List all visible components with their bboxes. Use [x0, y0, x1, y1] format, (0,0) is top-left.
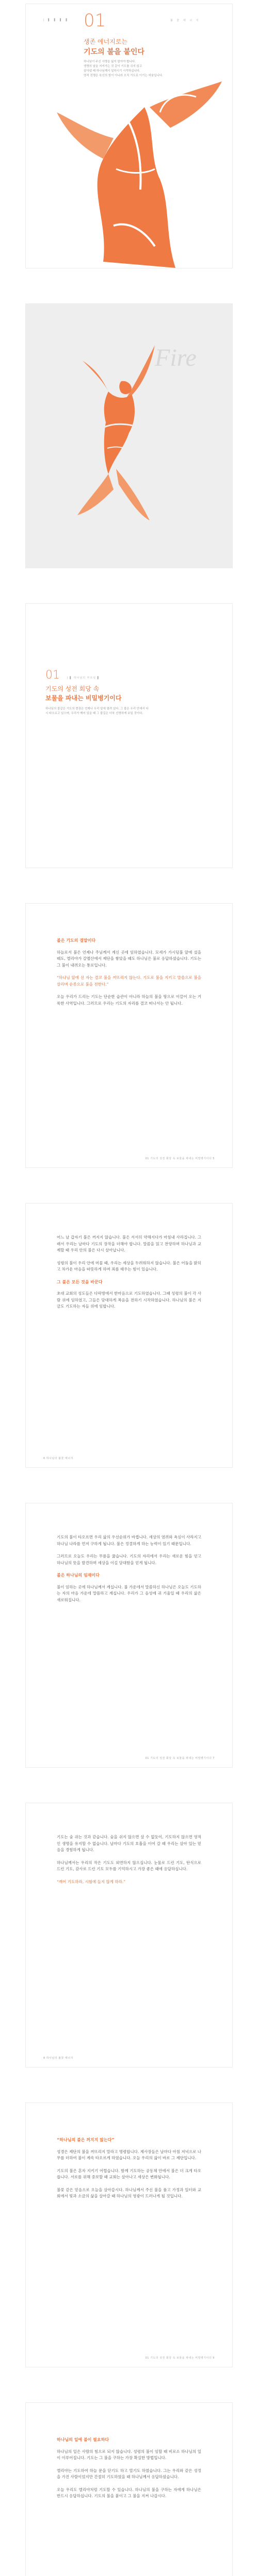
fire-figure-artwork	[26, 304, 232, 568]
paragraph: 기도는 숨 쉬는 것과 같습니다. 숨을 쉬지 않으면 살 수 없듯이, 기도하지 않으면 영적인 생명을 유지할 수 없습니다. 날마다 기도의 호흡을 이어 갈 때 우리는 살아 있는 믿음을 경험하게 됩니다.	[57, 1835, 201, 1852]
page-body	[57, 935, 201, 1013]
intro-line: 영적 전쟁은 육신의 힘이 아니라 오직 기도로 이기는 싸움입니다.	[84, 74, 163, 77]
fire-artwork-page	[26, 304, 232, 568]
intro-line: 살아낼 때 하나님께서 일하시기 시작하십니다.	[84, 70, 140, 73]
book-page-6	[26, 1503, 232, 1767]
page-body	[57, 1534, 201, 1609]
page-body	[57, 2134, 201, 2206]
chapter-number: 01	[84, 10, 106, 31]
paragraph: 오늘 우리가 드리는 기도는 단순한 습관이 아니라 하늘의 불을 땅으로 이끌어 오는 거룩한 사역입니다. 그러므로 우리는 기도의 자리를 결코 떠나서는 안 됩니다.	[57, 994, 201, 1006]
page-footer: 8 하나님의 불꽃 에너지	[43, 2057, 73, 2060]
quote-title: “하나님의 불은 꺼지지 않는다”	[57, 2138, 115, 2142]
page-body	[57, 2434, 201, 2506]
chapter-cover-page	[26, 4, 232, 268]
paragraph: 기도의 불이 타오르면 우리 삶의 우선순위가 바뀝니다. 세상의 염려와 욕심이 사라지고 하나님 나라를 먼저 구하게 됩니다. 불은 정결하게 하는 능력이 있기 때문입니다.	[57, 1535, 201, 1546]
page-body	[57, 1834, 201, 1891]
paragraph: 어느 날 갑자기 불은 꺼지지 않습니다. 불은 서서히 약해지다가 마침내 사라집니다. 그래서 우리는 날마다 기도의 장작을 더해야 합니다. 말씀을 읽고 찬양하며 하나님과 교제할 때 우리 안의 불은 다시 살아납니다.	[57, 1235, 201, 1252]
book-page-4	[26, 904, 232, 1167]
quote-paragraph: “깨어 기도하라, 시험에 들지 않게 하라.”	[57, 1879, 126, 1884]
subheading: 불은 기도의 결말이다	[57, 938, 96, 943]
page-footer: 01 기도의 성전 회당 속 보물을 파내는 비밀병기이다 5	[145, 1157, 215, 1160]
paragraph: 오늘 우리도 엘리야처럼 기도할 수 있습니다. 하나님의 불을 구하는 자에게 하나님은 반드시 응답하십니다. 기도의 불을 붙이고 그 불을 지켜 나갑시다.	[57, 2487, 201, 2498]
paragraph: 엘리야는 기도하여 하늘 문을 닫기도 하고 열기도 하였습니다. 그는 우리와 같은 성정을 가진 사람이었지만 간절히 기도하였을 때 하나님께서 응답하셨습니다.	[57, 2468, 201, 2479]
page-footer: 01 기도의 성전 회당 속 보물을 파내는 비밀병기이다 9	[145, 2357, 215, 2360]
chapter-label-left: | ▌ ▌ ▌ ▌	[43, 19, 70, 22]
chapter-title-line2: 기도의 불을 붙인다	[84, 48, 144, 56]
section-title-line2: 보물을 파내는 비밀병기이다	[45, 694, 122, 702]
fire-word: Fire	[155, 344, 197, 371]
section-opener-page	[26, 604, 232, 868]
book-page-9	[26, 2403, 232, 2576]
paragraph: 성령의 불이 우리 안에 머물 때, 우리는 세상을 두려워하지 않습니다. 불은 어둠을 밝히고 차가운 마음을 따뜻하게 하며 죄를 태우는 힘이 있습니다.	[57, 1260, 201, 1272]
page-footer: 01 기도의 성전 회당 속 보물을 파내는 비밀병기이다 7	[145, 1757, 215, 1760]
paragraph: 하나님의 일은 사람의 힘으로 되지 않습니다. 성령의 불이 임할 때 비로소 하나님의 일이 이루어집니다. 기도는 그 불을 구하는 가장 확실한 방법입니다.	[57, 2449, 201, 2460]
intro-line: 생명의 날을 지켜가는 것 같이 기도를 쉬지 않고	[84, 65, 142, 68]
paragraph: 초대 교회의 성도들은 다락방에서 한마음으로 기도하였습니다. 그때 성령의 불이 각 사람 위에 임하였고, 그들은 담대하게 복음을 전하기 시작하였습니다. 하나님의 불은 지금도 기도하는 자들 위에 임합니다.	[57, 1291, 201, 1309]
orange-brush-artwork	[26, 4, 232, 268]
book-page-8	[26, 2103, 232, 2367]
page-footer: 6 하나님의 불꽃 에너지	[43, 1457, 73, 1460]
page-body	[57, 1234, 201, 1316]
section-small-label: | ▌ 하나님의 부르심 ▌	[67, 676, 100, 680]
section-intro: 하나님의 불같은 기도의 현장은 언제나 우리 앞에 열려 있다. 그 불은 우리 안에서 다시 타오르고 있으며, 우리가 깨어 있을 때 그 불길은 더욱 선명하게 보일 것이다.	[45, 707, 149, 715]
subheading: 불은 하나님의 임재이다	[57, 1573, 100, 1578]
paragraph: 그러므로 오늘도 우리는 무릎을 꿇습니다. 기도의 자리에서 우리는 새로운 힘을 얻고 하나님의 뜻을 발견하며 세상을 이길 담대함을 얻게 됩니다.	[57, 1554, 201, 1565]
book-page-5	[26, 1204, 232, 1467]
paragraph: 기도의 불은 혼자 지키기 어렵습니다. 함께 기도하는 공동체 안에서 불은 더 크게 타오릅니다. 서로를 위해 중보할 때 교회는 살아나고 세상은 변화됩니다.	[57, 2168, 201, 2179]
paragraph: 성경은 제단의 불을 꺼뜨리지 말라고 명령합니다. 제사장들은 날마다 아침 저녁으로 나무를 더하여 불이 계속 타오르게 하였습니다. 오늘 우리의 삶이 바로 그 제단입니다.	[57, 2149, 201, 2160]
chapter-label-right: 불 꽃 에 너 지	[170, 19, 200, 22]
section-title-line1: 기도의 성전 회당 속	[45, 685, 100, 692]
paragraph: 하나님께서는 우리의 작은 기도도 외면하지 않으십니다. 눈물로 드린 기도, 탄식으로 드린 기도, 감사로 드린 기도 모두를 기억하시고 가장 좋은 때에 응답하십니다.	[57, 1860, 201, 1871]
paragraph: 불꽃 같은 믿음으로 오늘을 살아갑시다. 하나님께서 주신 불을 품고 가정과 일터와 교회에서 빛과 소금의 삶을 살아갈 때 하나님의 영광이 드러나게 될 것입니다.	[57, 2187, 201, 2198]
subheading: 하나님의 일에 불이 필요하다	[57, 2437, 109, 2442]
paragraph: 불이 임하는 곳에 하나님께서 계십니다. 불 가운데서 말씀하신 하나님은 오늘도 기도하는 자의 마음 가운데 말씀하고 계십니다. 우리가 그 음성에 귀 기울일 때 우리의 삶은 새로워집니다.	[57, 1584, 201, 1602]
paragraph: 하늘로서 불은 언제나 주님께서 계신 곳에 임하였습니다. 모세가 가시덤불 앞에 섰을 때도, 엘리야가 갈멜산에서 제단을 쌓았을 때도 하나님은 불로 응답하셨습니다. 기도는 그 불이 내려오는 통로입니다.	[57, 950, 201, 968]
subheading: 그 불은 모든 것을 바꾼다	[57, 1279, 103, 1284]
chapter-title-line1: 생존 에너지로는	[84, 38, 127, 45]
quote-paragraph: “하나님 앞에 선 자는 결코 불을 꺼뜨리지 않는다. 기도로 불을 지키고 말씀으로 불을 살리며 순종으로 불을 전한다.”	[57, 975, 201, 987]
intro-line: 하나님이 주신 사명을 잃지 말아야 합니다.	[84, 60, 136, 63]
book-page-7	[26, 1803, 232, 2067]
section-number: 01	[45, 669, 60, 682]
